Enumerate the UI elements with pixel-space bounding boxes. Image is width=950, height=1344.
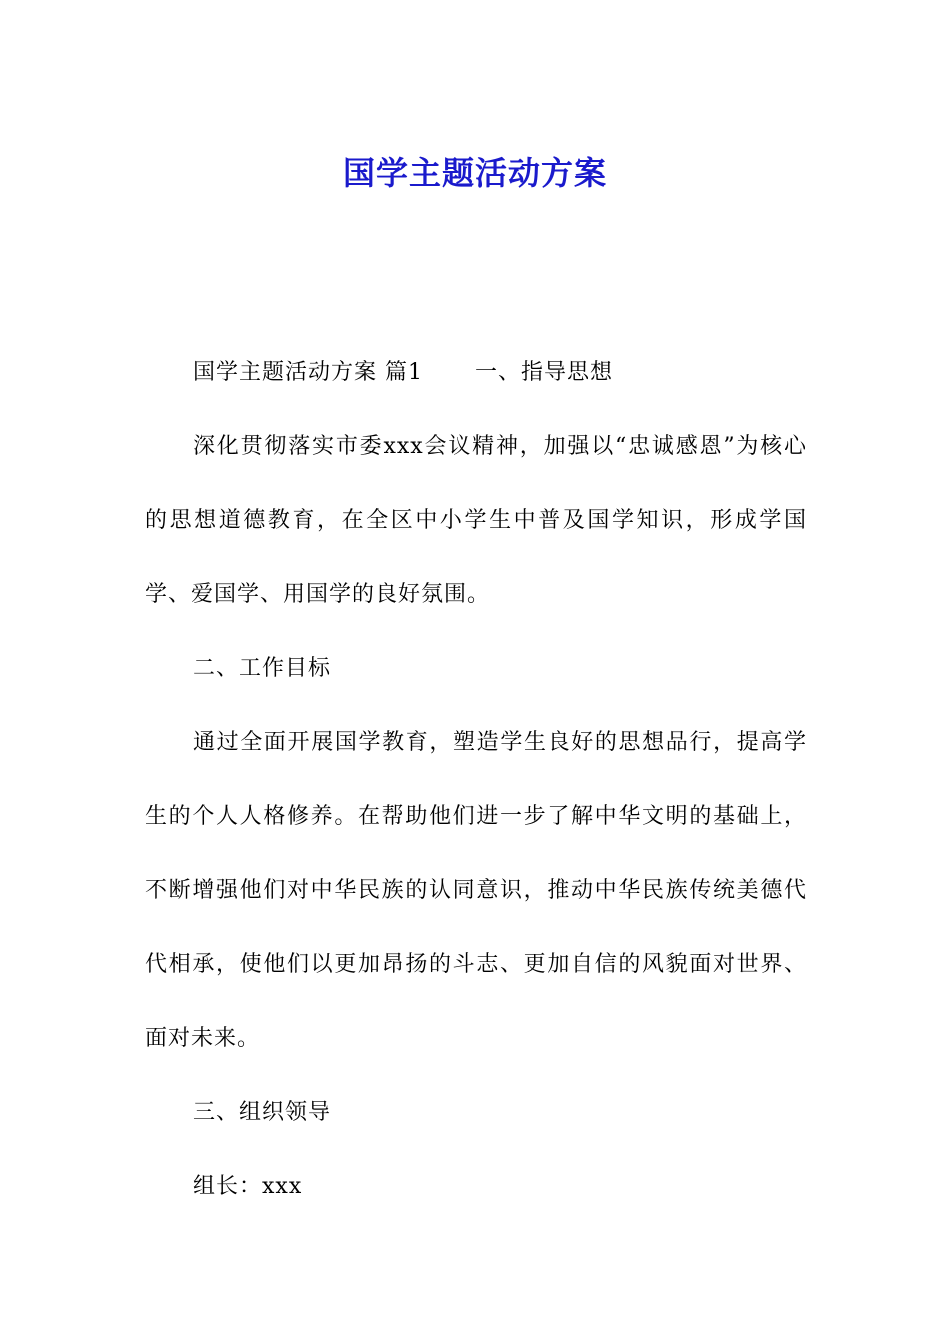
lead-line [145, 336, 807, 410]
section-heading-guiding-thought: 一、指导思想 [475, 360, 614, 385]
document-title: 国学主题活动方案 [342, 154, 607, 193]
paragraph-work-goals: 通过全面开展国学教育，塑造学生良好的思想品行，提高学生的个人人格修养。在帮助他们进一步了解中华文明的基础上，不断增强他们对中华民族的认同意识，推动中华民族传统美德代代相承，使他们以更加昂扬的斗志、更加自信的风貌面对世界、面对未来。 [145, 730, 807, 1051]
section-heading-organization: 三、组织领导 [193, 1100, 332, 1125]
paragraph-guiding-thought: 深化贯彻落实市委xxx会议精神，加强以“忠诚感恩”为核心的思想道德教育，在全区中小学生中普及国学知识，形成学国学、爱国学、用国学的良好氛围。 [145, 434, 807, 607]
section-heading-work-goals: 二、工作目标 [193, 656, 332, 681]
doc-label: 国学主题活动方案 篇1 [193, 360, 423, 385]
document-body [145, 336, 807, 1224]
paragraph-team-leader: 组长：xxx [193, 1174, 303, 1199]
